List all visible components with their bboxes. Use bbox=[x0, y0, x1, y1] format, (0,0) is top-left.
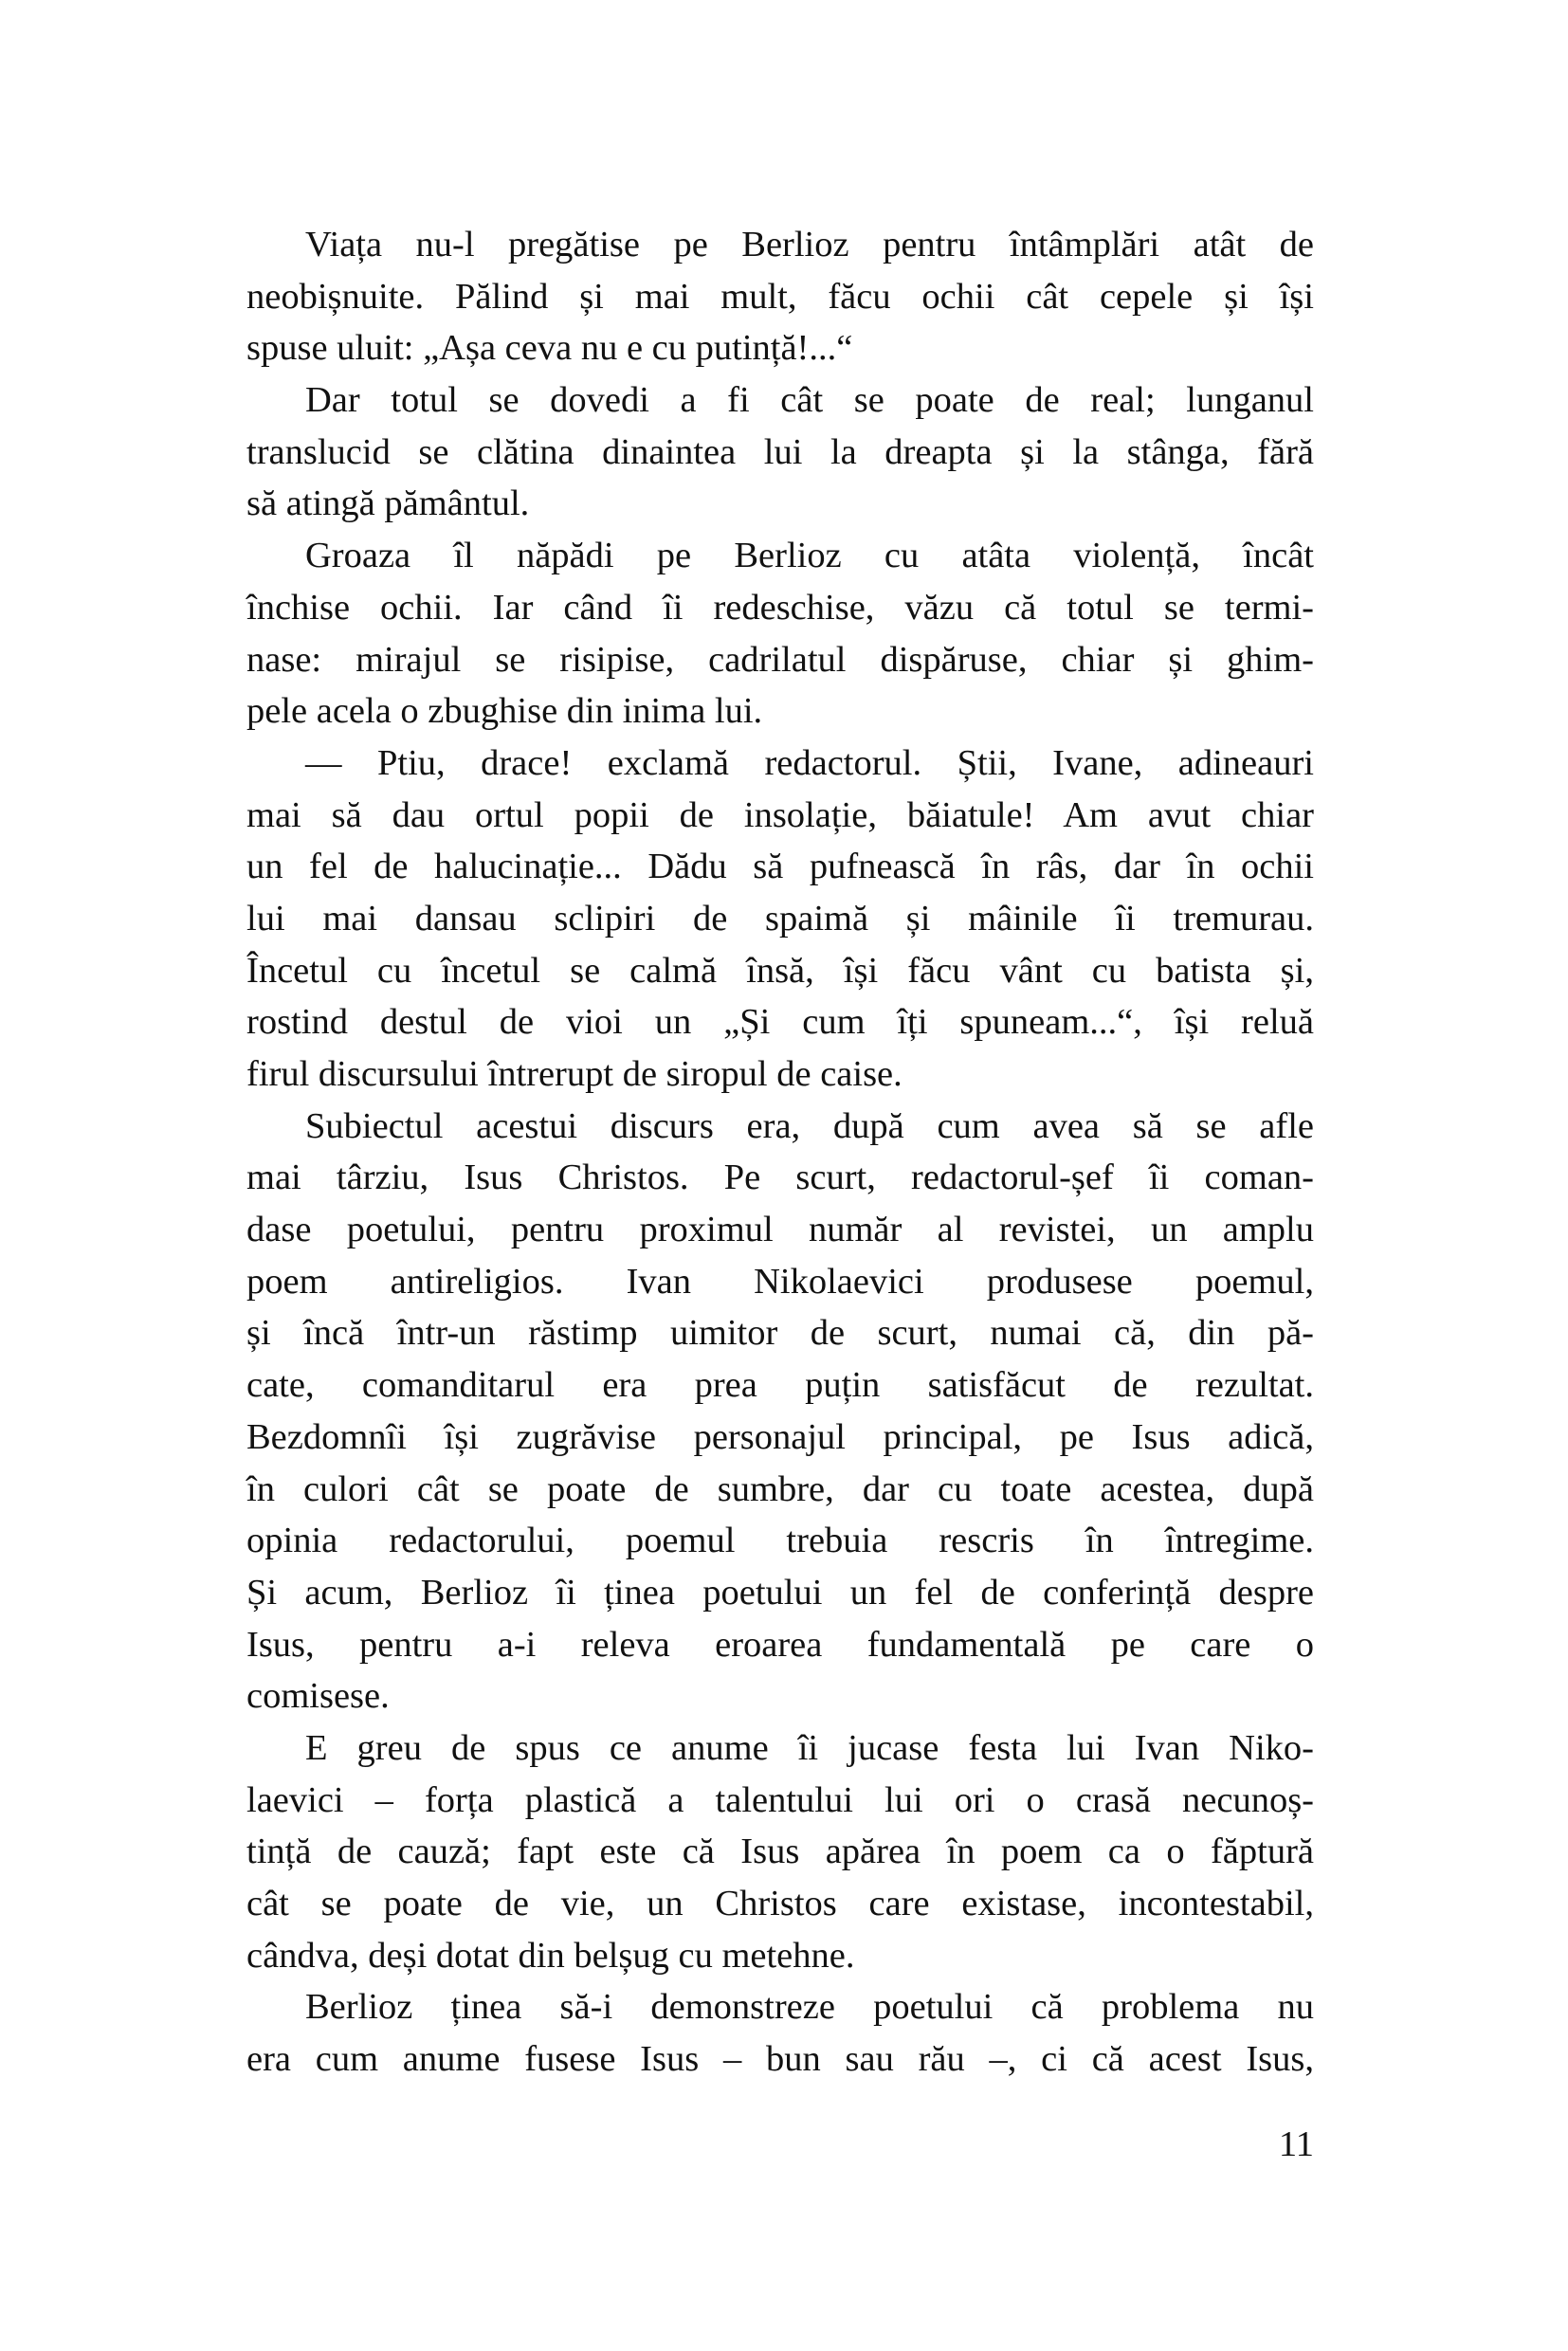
body-text bbox=[246, 219, 1314, 2086]
text-line: — Ptiu, drace! exclamă redactorul. Știi, Ivane, adineauri bbox=[305, 742, 1314, 783]
text-line: rostind destul de vioi un „Și cum îți spuneam...“, își reluă bbox=[246, 1002, 1314, 1043]
page-number: 11 bbox=[1278, 2124, 1314, 2164]
text-line: nase: mirajul se risipise, cadrilatul dispăruse, chiar și ghim- bbox=[246, 639, 1314, 680]
text-line: cândva, deși dotat din belșug cu metehne. bbox=[246, 1935, 855, 1976]
text-line: Dar totul se dovedi a fi cât se poate de real; lunganul bbox=[305, 380, 1314, 421]
text-line: neobișnuite. Pălind și mai mult, făcu ochii cât cepele și își bbox=[246, 276, 1314, 317]
text-line: Viața nu-l pregătise pe Berlioz pentru întâmplări atât de bbox=[305, 225, 1314, 264]
text-line: Berlioz ținea să-i demonstreze poetului că problema nu bbox=[305, 1987, 1314, 2028]
text-line: să atingă pământul. bbox=[246, 483, 530, 524]
text-line: Isus, pentru a-i releva eroarea fundamentală pe care o bbox=[246, 1624, 1314, 1665]
text-line: Bezdomnîi își zugrăvise personajul principal, pe Isus adică, bbox=[246, 1416, 1314, 1457]
text-line: cate, comanditarul era prea puțin satisfăcut de rezultat. bbox=[246, 1365, 1314, 1406]
text-line: Groaza îl năpădi pe Berlioz cu atâta violență, încât bbox=[305, 536, 1314, 576]
text-line: dase poetului, pentru proximul număr al revistei, un amplu bbox=[246, 1210, 1314, 1250]
text-line: opinia redactorului, poemul trebuia rescris în întregime. bbox=[246, 1521, 1314, 1561]
text-line: mai târziu, Isus Christos. Pe scurt, redactorul-șef îi coman- bbox=[246, 1157, 1314, 1198]
text-line: Încetul cu încetul se calmă însă, își făcu vânt cu batista și, bbox=[246, 950, 1314, 991]
text-line: Subiectul acestui discurs era, după cum avea să se afle bbox=[305, 1105, 1314, 1146]
text-line: E greu de spus ce anume îi jucase festa lui Ivan Niko- bbox=[305, 1727, 1314, 1768]
text-line: și încă într-un răstimp uimitor de scurt, numai că, din pă- bbox=[246, 1313, 1314, 1354]
text-line: comisese. bbox=[246, 1676, 390, 1717]
text-line: laevici – forța plastică a talentului lui ori o crasă necunoș- bbox=[246, 1779, 1314, 1820]
text-line: lui mai dansau sclipiri de spaimă și mâinile îi tremurau. bbox=[246, 898, 1314, 939]
text-line: Și acum, Berlioz îi ținea poetului un fel de conferință despre bbox=[246, 1572, 1314, 1613]
text-line: în culori cât se poate de sumbre, dar cu toate acestea, după bbox=[246, 1468, 1314, 1509]
text-line: închise ochii. Iar când îi redeschise, văzu că totul se termi- bbox=[246, 587, 1314, 628]
text-line: un fel de halucinație... Dădu să pufnească în râs, dar în ochii bbox=[246, 847, 1314, 887]
text-line: tință de cauză; fapt este că Isus apărea în poem ca o făptură bbox=[246, 1832, 1314, 1872]
text-line: mai să dau ortul popii de insolație, băiatule! Am avut chiar bbox=[246, 794, 1314, 835]
text-line: poem antireligios. Ivan Nikolaevici produsese poemul, bbox=[246, 1261, 1314, 1302]
text-line: cât se poate de vie, un Christos care existase, incontestabil, bbox=[246, 1884, 1314, 1923]
text-line: firul discursului întrerupt de siropul de caise. bbox=[246, 1054, 903, 1094]
text-line: spuse uluit: „Așa ceva nu e cu putință!...“ bbox=[246, 328, 853, 369]
text-line: pele acela o zbughise din inima lui. bbox=[246, 691, 763, 732]
text-line: era cum anume fusese Isus – bun sau rău –, ci că acest Isus, bbox=[246, 2039, 1314, 2080]
text-line: translucid se clătina dinaintea lui la dreapta și la stânga, fără bbox=[246, 431, 1314, 472]
